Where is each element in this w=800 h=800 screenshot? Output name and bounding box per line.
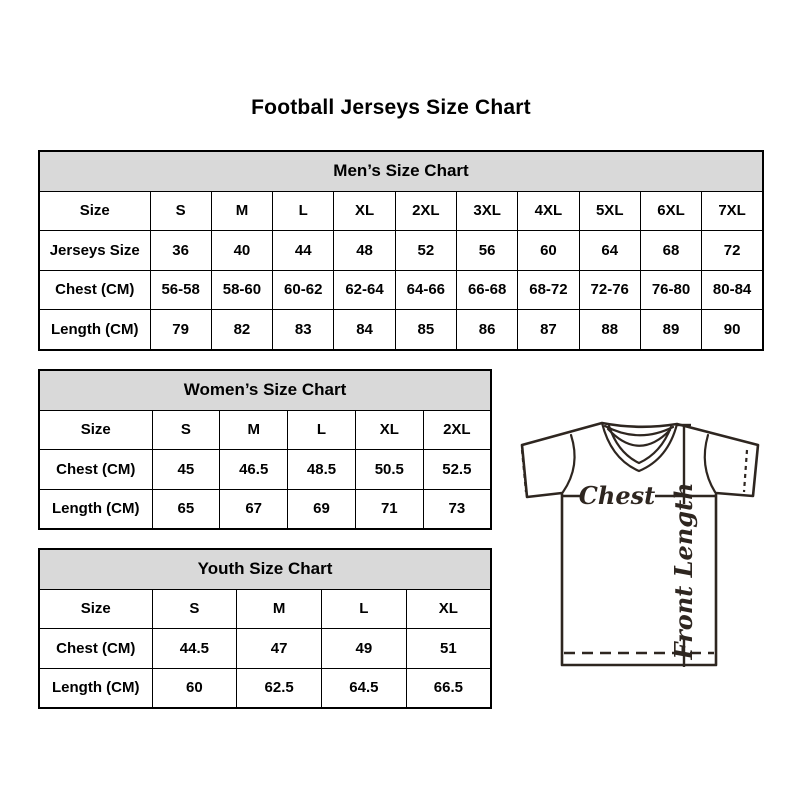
size-value-cell: 71 xyxy=(355,489,423,529)
table-section-row xyxy=(39,151,763,191)
size-value-cell: 51 xyxy=(406,629,491,669)
size-value-cell: 64 xyxy=(579,231,640,271)
size-value-cell: 45 xyxy=(152,450,220,490)
size-value-cell: 90 xyxy=(702,310,763,350)
size-value-cell: XL xyxy=(334,191,395,231)
size-value-cell: 49 xyxy=(322,629,407,669)
shoulder-seam-left xyxy=(563,435,575,492)
size-value-cell: 52 xyxy=(395,231,456,271)
size-value-cell: 48.5 xyxy=(288,450,356,490)
size-value-cell: 89 xyxy=(640,310,701,350)
size-value-cell: M xyxy=(211,191,272,231)
front-length-label: Front Length xyxy=(669,482,698,660)
size-value-cell: 72 xyxy=(702,231,763,271)
size-value-cell: 4XL xyxy=(518,191,579,231)
size-value-cell: 69 xyxy=(288,489,356,529)
size-value-cell: 60 xyxy=(152,668,237,708)
table-row xyxy=(39,589,491,629)
mens-table-title: Men’s Size Chart xyxy=(39,151,763,191)
size-value-cell: 83 xyxy=(273,310,334,350)
jersey-outline xyxy=(522,423,758,665)
cuff-dashed-line-right xyxy=(744,450,747,492)
youth-size-table xyxy=(38,548,492,709)
table-row xyxy=(39,270,763,310)
table-section-row xyxy=(39,370,491,410)
size-value-cell: 48 xyxy=(334,231,395,271)
size-value-cell: L xyxy=(273,191,334,231)
womens-table-title: Women’s Size Chart xyxy=(39,370,491,410)
row-label-cell: Size xyxy=(39,410,152,450)
size-value-cell: 58-60 xyxy=(211,270,272,310)
size-value-cell: 60-62 xyxy=(273,270,334,310)
size-value-cell: 66-68 xyxy=(456,270,517,310)
size-value-cell: M xyxy=(237,589,322,629)
row-label-cell: Chest (CM) xyxy=(39,270,150,310)
size-value-cell: 85 xyxy=(395,310,456,350)
size-value-cell: 82 xyxy=(211,310,272,350)
size-value-cell: 56 xyxy=(456,231,517,271)
size-value-cell: 36 xyxy=(150,231,211,271)
row-label-cell: Length (CM) xyxy=(39,668,152,708)
table-row xyxy=(39,191,763,231)
size-value-cell: 88 xyxy=(579,310,640,350)
table-row xyxy=(39,629,491,669)
size-value-cell: 67 xyxy=(220,489,288,529)
size-value-cell: 73 xyxy=(423,489,491,529)
size-value-cell: 52.5 xyxy=(423,450,491,490)
size-value-cell: 86 xyxy=(456,310,517,350)
row-label-cell: Size xyxy=(39,191,150,231)
womens-size-table xyxy=(38,369,492,530)
size-value-cell: M xyxy=(220,410,288,450)
size-value-cell: S xyxy=(152,410,220,450)
table-section-row xyxy=(39,549,491,589)
size-value-cell: 2XL xyxy=(423,410,491,450)
size-value-cell: 87 xyxy=(518,310,579,350)
size-value-cell: XL xyxy=(406,589,491,629)
table-row xyxy=(39,450,491,490)
size-value-cell: 6XL xyxy=(640,191,701,231)
size-value-cell: 80-84 xyxy=(702,270,763,310)
page-title: Football Jerseys Size Chart xyxy=(251,96,531,119)
size-value-cell: S xyxy=(152,589,237,629)
size-value-cell: S xyxy=(150,191,211,231)
size-value-cell: 3XL xyxy=(456,191,517,231)
size-value-cell: 66.5 xyxy=(406,668,491,708)
table-row xyxy=(39,489,491,529)
size-value-cell: 60 xyxy=(518,231,579,271)
size-value-cell: 5XL xyxy=(579,191,640,231)
chest-label: Chest xyxy=(578,481,656,510)
size-value-cell: XL xyxy=(355,410,423,450)
size-value-cell: 64-66 xyxy=(395,270,456,310)
table-row xyxy=(39,410,491,450)
size-value-cell: 40 xyxy=(211,231,272,271)
size-value-cell: 76-80 xyxy=(640,270,701,310)
size-value-cell: L xyxy=(288,410,356,450)
size-value-cell: 44 xyxy=(273,231,334,271)
table-row xyxy=(39,310,763,350)
size-value-cell: 62.5 xyxy=(237,668,322,708)
size-value-cell: 68 xyxy=(640,231,701,271)
jersey-diagram xyxy=(500,410,775,680)
size-value-cell: 50.5 xyxy=(355,450,423,490)
size-value-cell: 79 xyxy=(150,310,211,350)
size-value-cell: 64.5 xyxy=(322,668,407,708)
size-value-cell: 84 xyxy=(334,310,395,350)
size-value-cell: 7XL xyxy=(702,191,763,231)
row-label-cell: Length (CM) xyxy=(39,310,150,350)
size-value-cell: 2XL xyxy=(395,191,456,231)
row-label-cell: Length (CM) xyxy=(39,489,152,529)
size-value-cell: 72-76 xyxy=(579,270,640,310)
size-value-cell: 56-58 xyxy=(150,270,211,310)
row-label-cell: Chest (CM) xyxy=(39,629,152,669)
mens-size-table xyxy=(38,150,764,351)
size-value-cell: 44.5 xyxy=(152,629,237,669)
table-row xyxy=(39,668,491,708)
size-value-cell: 47 xyxy=(237,629,322,669)
youth-table-title: Youth Size Chart xyxy=(39,549,491,589)
size-value-cell: 68-72 xyxy=(518,270,579,310)
row-label-cell: Chest (CM) xyxy=(39,450,152,490)
row-label-cell: Size xyxy=(39,589,152,629)
size-value-cell: 46.5 xyxy=(220,450,288,490)
size-value-cell: 65 xyxy=(152,489,220,529)
size-value-cell: 62-64 xyxy=(334,270,395,310)
row-label-cell: Jerseys Size xyxy=(39,231,150,271)
shoulder-seam-right xyxy=(705,435,715,492)
size-value-cell: L xyxy=(322,589,407,629)
table-row xyxy=(39,231,763,271)
